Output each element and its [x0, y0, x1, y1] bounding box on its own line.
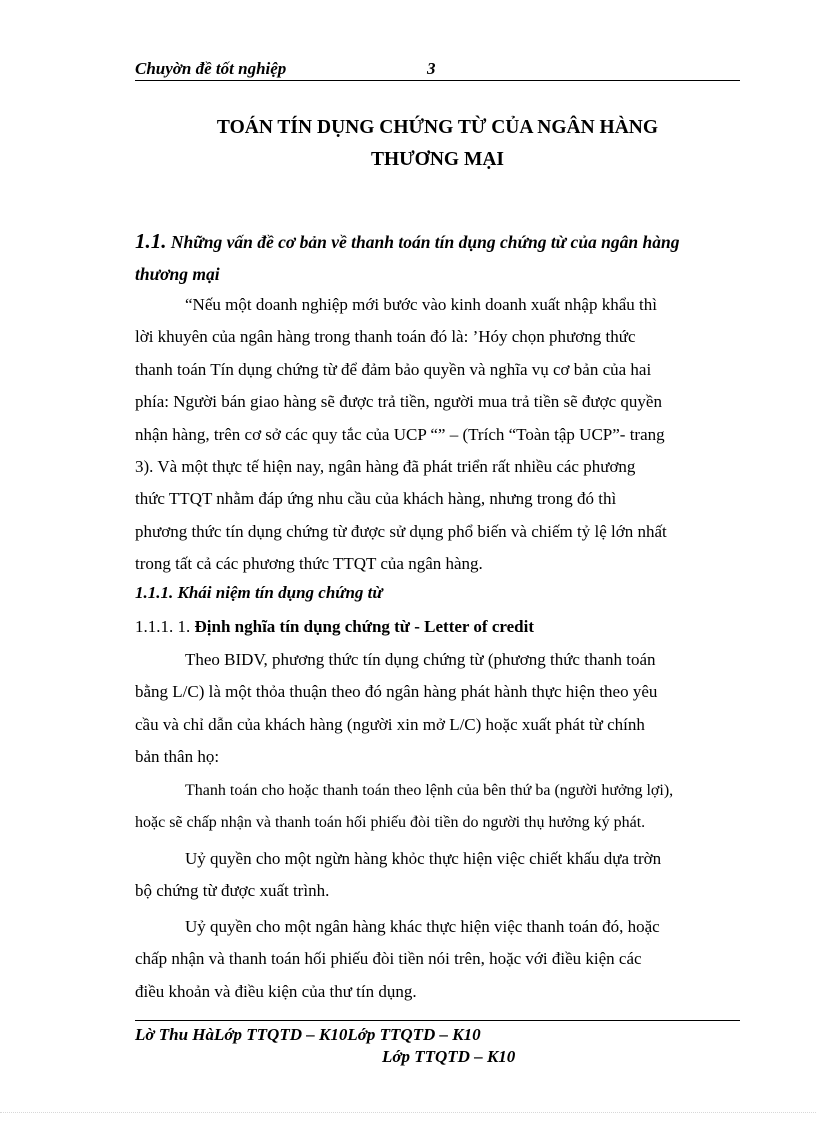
- section-number: 1.1.: [135, 229, 167, 253]
- text-line: Uỷ quyền cho một ngân hàng khác thực hiện việc thanh toán đó, hoặc: [185, 917, 660, 936]
- page-edge-dotted-line: [0, 1112, 816, 1113]
- footer-line1: Lờ Thu HàLớp TTQTD – K10Lớp TTQTD – K10: [135, 1025, 481, 1044]
- text-line: bộ chứng từ được xuất trình.: [135, 881, 330, 901]
- section-heading-line2: thương mại: [135, 264, 220, 284]
- chapter-title-line1: TOÁN TÍN DỤNG CHỨNG TỪ CỦA NGÂN HÀNG: [216, 117, 659, 138]
- text-line: điều khoản và điều kiện của thư tín dụng.: [135, 981, 417, 1001]
- subsubsection-prefix: 1.1.1. 1.: [135, 617, 195, 636]
- header-title: Chuyờn đề tốt nghiệp: [135, 59, 287, 78]
- text-line: bằng L/C) là một thỏa thuận theo đó ngân hàng phát hành thực hiện theo yêu: [135, 682, 658, 702]
- text-line: 3). Và một thực tế hiện nay, ngân hàng đã phát triển rất nhiều các phương: [135, 456, 636, 476]
- chapter-title-line2: THƯƠNG MẠI: [370, 149, 505, 170]
- text-line: bản thân họ:: [135, 747, 220, 767]
- chapter-title: [135, 112, 740, 176]
- paragraph-item-3: [135, 911, 740, 1008]
- footer-line2: Lớp TTQTD – K10: [382, 1047, 516, 1066]
- text-line: cầu và chỉ dẫn của khách hàng (người xin mở L/C) hoặc xuất phát từ chính: [135, 714, 645, 734]
- text-line: Theo BIDV, phương thức tín dụng chứng từ (phương thức thanh toán: [185, 650, 656, 669]
- text-line: trong tất cả các phương thức TTQT của ngân hàng.: [135, 554, 483, 574]
- footer-divider: [135, 1020, 740, 1021]
- page-header: [135, 58, 740, 81]
- paragraph-item-2: [135, 843, 740, 908]
- text-line: hoặc sẽ chấp nhận và thanh toán hối phiếu đòi tiền do người thụ hưởng ký phát.: [135, 814, 646, 832]
- text-line: phía: Người bán giao hàng sẽ được trả tiền, người mua trả tiền sẽ được quyền: [135, 392, 662, 412]
- section-heading-line1: Những vấn đề cơ bản về thanh toán tín dụng chứng từ của ngân hàng: [170, 232, 680, 252]
- text-line: nhận hàng, trên cơ sở các quy tắc của UCP “” – (Trích “Toàn tập UCP”- trang: [135, 424, 665, 444]
- text-line: phương thức tín dụng chứng từ được sử dụng phổ biến và chiếm tỷ lệ lớn nhất: [135, 521, 667, 541]
- paragraph-definition: [135, 644, 740, 774]
- text-line: “Nếu một doanh nghiệp mới bước vào kinh doanh xuất nhập khẩu thì: [185, 295, 657, 314]
- paragraph-item-1: [135, 775, 740, 840]
- subsection-heading: 1.1.1. Khái niệm tín dụng chứng từ: [135, 583, 383, 602]
- page-number: 3: [427, 59, 436, 78]
- subsubsection-heading: [135, 612, 740, 642]
- text-line: Thanh toán cho hoặc thanh toán theo lệnh của bên thứ ba (người hưởng lợi),: [185, 782, 674, 799]
- paragraph-intro: [135, 289, 740, 581]
- text-line: chấp nhận và thanh toán hối phiếu đòi tiền nói trên, hoặc với điều kiện các: [135, 949, 642, 969]
- text-line: thức TTQT nhằm đáp ứng nhu cầu của khách hàng, nhưng trong đó thì: [135, 489, 617, 509]
- text-line: Uỷ quyền cho một ngừn hàng khỏc thực hiện việc chiết khấu dựa trờn: [185, 849, 662, 868]
- text-line: thanh toán Tín dụng chứng từ để đảm bảo quyền và nghĩa vụ cơ bản của hai: [135, 359, 652, 379]
- text-line: lời khuyên của ngân hàng trong thanh toán đó là: ’Hóy chọn phương thức: [135, 327, 636, 347]
- section-heading: [135, 225, 740, 290]
- subsubsection-title: Định nghĩa tín dụng chứng từ - Letter of credit: [194, 617, 534, 636]
